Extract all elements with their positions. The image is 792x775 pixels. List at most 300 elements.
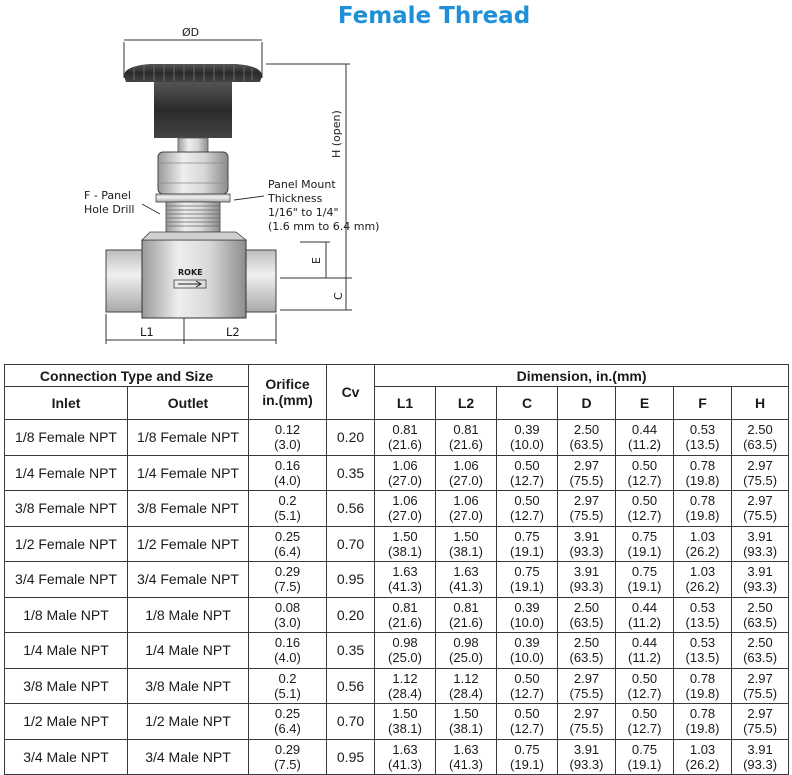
dim-cell-l1 <box>375 420 436 456</box>
dim-inch: 1.03 <box>689 741 716 757</box>
dim-inch: 0.75 <box>514 741 540 757</box>
dim-cell-c <box>497 562 558 598</box>
inlet-cell: 1/8 Female NPT <box>5 420 128 456</box>
dim-cell-l2 <box>436 562 497 598</box>
dim-inch: 2.50 <box>573 635 600 651</box>
dim-inch: 2.97 <box>747 706 773 722</box>
dim-cell-h <box>732 633 789 669</box>
cv-cell: 0.95 <box>327 562 375 598</box>
dim-mm: (25.0) <box>449 650 483 666</box>
dim-cell-c <box>497 668 558 704</box>
dim-inch: 0.98 <box>392 635 418 651</box>
dim-inch: 0.50 <box>514 670 540 686</box>
dim-header-d: D <box>558 387 616 420</box>
dim-mm: (93.3) <box>569 756 604 772</box>
dim-cell-l1 <box>375 633 436 669</box>
cv-cell: 0.20 <box>327 420 375 456</box>
cv-cell: 0.35 <box>327 633 375 669</box>
dim-mm: (41.3) <box>449 579 483 595</box>
dim-inch: 2.97 <box>573 457 600 473</box>
dim-mm: (28.4) <box>388 685 422 701</box>
dim-cell-f <box>674 668 732 704</box>
dim-cell-h <box>732 704 789 740</box>
dim-cell-f <box>674 597 732 633</box>
outlet-cell: 1/2 Female NPT <box>128 526 249 562</box>
orifice-mm: (6.4) <box>274 543 301 559</box>
dim-cell-e <box>616 668 674 704</box>
outlet-cell: 1/2 Male NPT <box>128 704 249 740</box>
dimension-c-label: C <box>332 292 345 300</box>
dim-mm: (19.8) <box>685 472 720 488</box>
dim-mm: (26.2) <box>685 756 720 772</box>
dim-mm: (13.5) <box>685 614 720 630</box>
dim-inch: 0.78 <box>689 493 716 509</box>
dim-cell-c <box>497 526 558 562</box>
inlet-cell: 3/4 Male NPT <box>5 739 128 775</box>
dim-cell-c <box>497 597 558 633</box>
dim-mm: (12.7) <box>627 508 662 524</box>
dim-cell-h <box>732 420 789 456</box>
dim-cell-e <box>616 526 674 562</box>
table-row <box>5 526 789 562</box>
dim-inch: 3.91 <box>747 528 773 544</box>
dim-mm: (75.5) <box>569 508 604 524</box>
outlet-cell: 3/4 Male NPT <box>128 739 249 775</box>
outlet-cell: 3/8 Female NPT <box>128 491 249 527</box>
inlet-header: Inlet <box>5 387 128 420</box>
dim-mm: (19.1) <box>510 579 544 595</box>
panel-hole-label-2: Hole Drill <box>84 203 135 216</box>
dim-inch: 0.81 <box>392 422 418 438</box>
outlet-cell: 3/4 Female NPT <box>128 562 249 598</box>
brand-label: ROKE <box>178 268 203 277</box>
handle-knob <box>124 64 262 138</box>
orifice-mm: (5.1) <box>274 685 301 701</box>
outlet-cell: 1/4 Male NPT <box>128 633 249 669</box>
dim-mm: (27.0) <box>388 472 422 488</box>
dim-inch: 1.06 <box>453 457 479 473</box>
table-row <box>5 668 789 704</box>
dim-cell-l1 <box>375 562 436 598</box>
dim-inch: 0.81 <box>453 599 479 615</box>
dim-mm: (13.5) <box>685 650 720 666</box>
dim-cell-l1 <box>375 526 436 562</box>
orifice-cell <box>249 420 327 456</box>
orifice-cell <box>249 455 327 491</box>
dim-cell-f <box>674 633 732 669</box>
dim-mm: (75.5) <box>743 472 778 488</box>
orifice-inch: 0.08 <box>274 599 301 615</box>
dim-inch: 3.91 <box>747 741 773 757</box>
dim-mm: (41.3) <box>388 579 422 595</box>
table-row <box>5 491 789 527</box>
orifice-inch: 0.29 <box>274 741 301 757</box>
connection-header: Connection Type and Size <box>5 365 249 387</box>
dim-mm: (41.3) <box>388 756 422 772</box>
dim-inch: 3.91 <box>573 741 600 757</box>
dim-header-l2: L2 <box>436 387 497 420</box>
dim-mm: (12.7) <box>510 685 544 701</box>
dim-inch: 1.50 <box>453 706 479 722</box>
dim-inch: 1.63 <box>392 564 418 580</box>
dim-mm: (28.4) <box>449 685 483 701</box>
dim-mm: (10.0) <box>510 614 544 630</box>
dim-mm: (12.7) <box>627 721 662 737</box>
dim-cell-f <box>674 562 732 598</box>
dim-inch: 0.53 <box>689 599 716 615</box>
cv-header: Cv <box>327 365 375 420</box>
dim-cell-d <box>558 633 616 669</box>
dim-inch: 0.75 <box>514 528 540 544</box>
dim-mm: (12.7) <box>627 472 662 488</box>
dim-mm: (93.3) <box>569 579 604 595</box>
orifice-mm: (7.5) <box>274 756 301 772</box>
orifice-mm: (3.0) <box>274 614 301 630</box>
dim-mm: (21.6) <box>388 614 422 630</box>
dim-cell-c <box>497 704 558 740</box>
dim-mm: (19.8) <box>685 721 720 737</box>
dim-inch: 2.97 <box>573 706 600 722</box>
dim-mm: (10.0) <box>510 650 544 666</box>
dim-cell-l2 <box>436 739 497 775</box>
dim-mm: (26.2) <box>685 579 720 595</box>
dim-mm: (27.0) <box>388 508 422 524</box>
dim-inch: 2.50 <box>573 422 600 438</box>
orifice-inch: 0.16 <box>274 457 301 473</box>
dim-cell-f <box>674 420 732 456</box>
outlet-cell: 1/4 Female NPT <box>128 455 249 491</box>
dim-cell-l2 <box>436 704 497 740</box>
dim-inch: 0.75 <box>631 528 658 544</box>
panel-mount-label-4: (1.6 mm to 6.4 mm) <box>268 220 380 233</box>
orifice-cell <box>249 526 327 562</box>
dim-cell-e <box>616 491 674 527</box>
dim-mm: (19.1) <box>627 756 662 772</box>
dim-cell-h <box>732 739 789 775</box>
dim-cell-f <box>674 455 732 491</box>
dim-mm: (63.5) <box>743 614 778 630</box>
orifice-header-line-2: in.(mm) <box>262 392 313 408</box>
dim-inch: 2.50 <box>747 422 773 438</box>
dim-mm: (19.1) <box>627 543 662 559</box>
dim-inch: 1.63 <box>453 564 479 580</box>
dim-mm: (26.2) <box>685 543 720 559</box>
dim-inch: 0.39 <box>514 599 540 615</box>
dim-cell-h <box>732 491 789 527</box>
dim-inch: 1.12 <box>453 670 479 686</box>
panel-hole-label-1: F - Panel <box>84 189 131 202</box>
dim-inch: 1.12 <box>392 670 418 686</box>
dim-cell-l1 <box>375 739 436 775</box>
dim-inch: 0.53 <box>689 422 716 438</box>
dim-mm: (63.5) <box>569 650 604 666</box>
orifice-header <box>249 365 327 420</box>
orifice-inch: 0.25 <box>274 528 301 544</box>
dim-mm: (19.1) <box>510 543 544 559</box>
dim-mm: (75.5) <box>569 472 604 488</box>
dimension-l1-label: L1 <box>140 325 154 339</box>
table-row <box>5 633 789 669</box>
inlet-cell: 1/4 Female NPT <box>5 455 128 491</box>
orifice-cell <box>249 668 327 704</box>
dim-mm: (93.3) <box>743 543 778 559</box>
dim-mm: (27.0) <box>449 472 483 488</box>
dim-cell-d <box>558 455 616 491</box>
dim-header-h: H <box>732 387 789 420</box>
panel-mount-label-2: Thickness <box>268 192 323 205</box>
dim-inch: 1.06 <box>453 493 479 509</box>
dim-inch: 2.50 <box>747 599 773 615</box>
dim-inch: 2.97 <box>573 493 600 509</box>
dim-cell-l1 <box>375 704 436 740</box>
cv-cell: 0.95 <box>327 739 375 775</box>
dim-mm: (19.1) <box>510 756 544 772</box>
dimension-h <box>266 64 350 278</box>
dim-cell-e <box>616 562 674 598</box>
dim-cell-e <box>616 597 674 633</box>
orifice-inch: 0.12 <box>274 422 301 438</box>
dim-cell-l1 <box>375 455 436 491</box>
dim-mm: (63.5) <box>569 614 604 630</box>
dim-cell-c <box>497 739 558 775</box>
inlet-cell: 1/8 Male NPT <box>5 597 128 633</box>
table-row <box>5 597 789 633</box>
dim-inch: 2.50 <box>747 635 773 651</box>
dim-mm: (21.6) <box>449 437 483 453</box>
dim-mm: (38.1) <box>388 543 422 559</box>
dim-mm: (11.2) <box>628 650 662 666</box>
dim-inch: 1.50 <box>392 706 418 722</box>
orifice-mm: (7.5) <box>274 579 301 595</box>
orifice-mm: (5.1) <box>274 508 301 524</box>
dim-inch: 2.97 <box>573 670 600 686</box>
dim-inch: 2.97 <box>747 670 773 686</box>
dim-cell-c <box>497 633 558 669</box>
dim-mm: (19.1) <box>627 579 662 595</box>
dim-inch: 1.03 <box>689 528 716 544</box>
dim-mm: (19.8) <box>685 685 720 701</box>
dimension-h-label: H (open) <box>330 110 343 158</box>
dim-cell-d <box>558 704 616 740</box>
dim-cell-f <box>674 526 732 562</box>
dim-inch: 1.63 <box>453 741 479 757</box>
dim-inch: 0.50 <box>514 493 540 509</box>
dim-inch: 0.50 <box>514 706 540 722</box>
dim-cell-c <box>497 420 558 456</box>
orifice-cell <box>249 633 327 669</box>
dim-cell-h <box>732 526 789 562</box>
page-title: Female Thread <box>337 3 531 29</box>
dim-cell-e <box>616 739 674 775</box>
cv-cell: 0.56 <box>327 491 375 527</box>
dim-inch: 1.06 <box>392 457 418 473</box>
dim-inch: 0.50 <box>514 457 540 473</box>
dim-cell-f <box>674 491 732 527</box>
dim-inch: 0.98 <box>453 635 479 651</box>
inlet-cell: 3/8 Male NPT <box>5 668 128 704</box>
orifice-cell <box>249 597 327 633</box>
dim-mm: (63.5) <box>743 437 778 453</box>
cv-cell: 0.35 <box>327 455 375 491</box>
inlet-cell: 1/2 Female NPT <box>5 526 128 562</box>
dim-cell-l2 <box>436 597 497 633</box>
orifice-mm: (4.0) <box>274 472 301 488</box>
dim-mm: (75.5) <box>743 721 778 737</box>
dim-cell-l2 <box>436 420 497 456</box>
orifice-inch: 0.2 <box>278 493 297 509</box>
outlet-header: Outlet <box>128 387 249 420</box>
dim-inch: 0.81 <box>453 422 479 438</box>
inlet-cell: 1/2 Male NPT <box>5 704 128 740</box>
dim-inch: 0.50 <box>631 457 658 473</box>
dim-cell-l2 <box>436 455 497 491</box>
dim-cell-f <box>674 739 732 775</box>
dim-inch: 3.91 <box>573 528 600 544</box>
orifice-mm: (4.0) <box>274 650 301 666</box>
orifice-cell <box>249 739 327 775</box>
dim-inch: 0.78 <box>689 670 716 686</box>
panel-washer <box>156 194 230 202</box>
dim-inch: 0.78 <box>689 457 716 473</box>
dim-inch: 0.39 <box>514 635 540 651</box>
dim-cell-c <box>497 491 558 527</box>
dim-inch: 0.53 <box>689 635 716 651</box>
dim-mm: (93.3) <box>743 579 778 595</box>
dim-cell-l2 <box>436 633 497 669</box>
dim-cell-h <box>732 597 789 633</box>
outlet-cell: 3/8 Male NPT <box>128 668 249 704</box>
orifice-inch: 0.25 <box>274 706 301 722</box>
dim-inch: 2.97 <box>747 493 773 509</box>
dim-mm: (12.7) <box>510 472 544 488</box>
dim-header-c: C <box>497 387 558 420</box>
dim-inch: 1.63 <box>392 741 418 757</box>
dim-inch: 0.50 <box>631 493 658 509</box>
dim-mm: (63.5) <box>569 437 604 453</box>
dim-cell-c <box>497 455 558 491</box>
dim-mm: (75.5) <box>743 685 778 701</box>
dim-inch: 2.97 <box>747 457 773 473</box>
dim-mm: (75.5) <box>569 721 604 737</box>
dim-cell-e <box>616 704 674 740</box>
dim-cell-d <box>558 739 616 775</box>
dim-inch: 3.91 <box>573 564 600 580</box>
dim-inch: 1.50 <box>453 528 479 544</box>
dimension-l2-label: L2 <box>226 325 240 339</box>
dim-cell-e <box>616 633 674 669</box>
dim-inch: 0.50 <box>631 670 658 686</box>
outlet-cell: 1/8 Female NPT <box>128 420 249 456</box>
dim-mm: (75.5) <box>569 685 604 701</box>
dim-mm: (93.3) <box>743 756 778 772</box>
dim-cell-d <box>558 597 616 633</box>
dim-inch: 3.91 <box>747 564 773 580</box>
dim-cell-l2 <box>436 668 497 704</box>
dim-cell-d <box>558 420 616 456</box>
dim-inch: 0.81 <box>392 599 418 615</box>
dim-mm: (12.7) <box>627 685 662 701</box>
dim-mm: (12.7) <box>510 508 544 524</box>
dim-cell-h <box>732 562 789 598</box>
dim-cell-l1 <box>375 491 436 527</box>
dim-cell-l2 <box>436 526 497 562</box>
specifications-table <box>4 364 789 775</box>
bonnet-nut <box>158 152 228 194</box>
dim-inch: 2.50 <box>573 599 600 615</box>
dim-mm: (27.0) <box>449 508 483 524</box>
dim-mm: (41.3) <box>449 756 483 772</box>
inlet-cell: 3/4 Female NPT <box>5 562 128 598</box>
dim-inch: 0.44 <box>631 422 658 438</box>
dim-mm: (93.3) <box>569 543 604 559</box>
dim-inch: 0.44 <box>631 599 658 615</box>
dim-inch: 1.50 <box>392 528 418 544</box>
orifice-mm: (6.4) <box>274 721 301 737</box>
dim-mm: (63.5) <box>743 650 778 666</box>
dimension-d-label: ØD <box>182 26 200 39</box>
dim-mm: (19.8) <box>685 508 720 524</box>
dimension-e-label: E <box>310 257 323 264</box>
orifice-header-line-1: Orifice <box>265 376 310 392</box>
dim-inch: 0.78 <box>689 706 716 722</box>
dim-cell-h <box>732 668 789 704</box>
table-row <box>5 704 789 740</box>
dim-cell-l1 <box>375 668 436 704</box>
dimension-header: Dimension, in.(mm) <box>375 365 789 387</box>
dim-mm: (21.6) <box>388 437 422 453</box>
dim-cell-h <box>732 455 789 491</box>
dim-mm: (38.1) <box>449 721 483 737</box>
panel-thread <box>166 202 220 232</box>
dim-mm: (25.0) <box>388 650 422 666</box>
dim-cell-l1 <box>375 597 436 633</box>
dim-inch: 0.75 <box>631 564 658 580</box>
specifications-table-body <box>5 420 789 775</box>
dim-mm: (21.6) <box>449 614 483 630</box>
orifice-inch: 0.29 <box>274 564 301 580</box>
dim-cell-d <box>558 562 616 598</box>
table-row <box>5 739 789 775</box>
cv-cell: 0.70 <box>327 526 375 562</box>
dim-inch: 0.50 <box>631 706 658 722</box>
dim-mm: (10.0) <box>510 437 544 453</box>
orifice-cell <box>249 491 327 527</box>
dim-inch: 0.39 <box>514 422 540 438</box>
dim-header-f: F <box>674 387 732 420</box>
cv-cell: 0.56 <box>327 668 375 704</box>
dim-header-l1: L1 <box>375 387 436 420</box>
dim-cell-f <box>674 704 732 740</box>
dim-mm: (13.5) <box>685 437 720 453</box>
dim-inch: 1.03 <box>689 564 716 580</box>
dim-inch: 0.75 <box>514 564 540 580</box>
dim-header-e: E <box>616 387 674 420</box>
panel-mount-label-1: Panel Mount <box>268 178 336 191</box>
orifice-inch: 0.2 <box>278 670 297 686</box>
dim-inch: 1.06 <box>392 493 418 509</box>
orifice-mm: (3.0) <box>274 437 301 453</box>
dim-cell-e <box>616 455 674 491</box>
dim-cell-d <box>558 526 616 562</box>
dim-cell-d <box>558 491 616 527</box>
dim-inch: 0.75 <box>631 741 658 757</box>
panel-mount-label-3: 1/16" to 1/4" <box>268 206 339 219</box>
table-row <box>5 562 789 598</box>
dim-mm: (75.5) <box>743 508 778 524</box>
outlet-cell: 1/8 Male NPT <box>128 597 249 633</box>
dim-inch: 0.44 <box>631 635 658 651</box>
valve-dimension-diagram <box>0 18 420 348</box>
